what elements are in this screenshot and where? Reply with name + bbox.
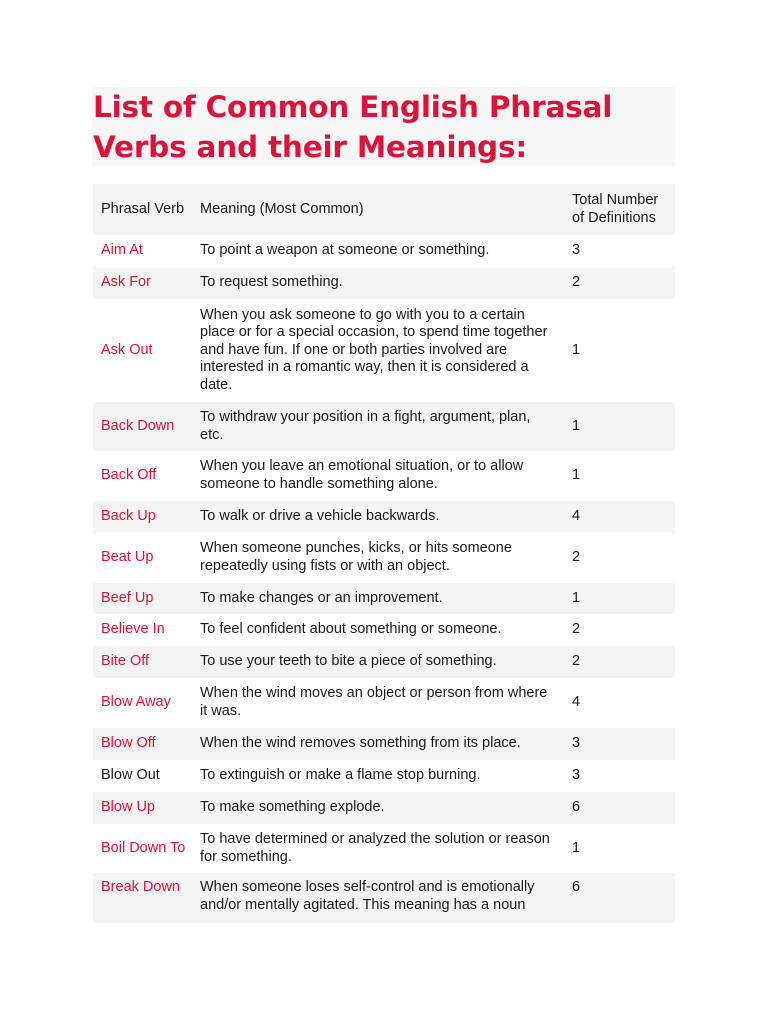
header-meaning: Meaning (Most Common) <box>200 200 364 217</box>
count-cell: 2 <box>572 274 581 291</box>
meaning-cell: When you ask someone to go with you to a certain place or for a special occasion, to spend time together and have fun. If one or both parties involved are interested in a romantic way, then it is considered a date. <box>200 306 548 393</box>
meaning-cell: When someone punches, kicks, or hits someone repeatedly using fists or with an object. <box>200 540 512 574</box>
verb-label: Blow Out <box>101 767 160 784</box>
table-row <box>93 583 675 614</box>
table-row <box>93 402 675 451</box>
table-row <box>93 678 675 728</box>
meaning-cell: To use your teeth to bite a piece of something. <box>200 653 497 670</box>
meaning-cell: To feel confident about something or someone. <box>200 621 502 638</box>
count-cell: 6 <box>572 879 581 895</box>
count-cell: 1 <box>572 589 581 606</box>
verb-link[interactable]: Bite Off <box>101 653 150 670</box>
meaning-cell: To walk or drive a vehicle backwards. <box>200 508 440 525</box>
meaning-cell: To make something explode. <box>200 799 385 816</box>
table-row <box>93 267 675 299</box>
verb-link[interactable]: Believe In <box>101 621 165 638</box>
count-cell: 1 <box>572 839 581 856</box>
count-cell: 3 <box>572 735 581 752</box>
count-cell: 2 <box>572 549 581 566</box>
verb-link[interactable]: Break Down <box>101 879 180 895</box>
count-cell: 1 <box>572 341 581 358</box>
table-row <box>93 792 675 824</box>
count-cell: 1 <box>572 467 581 484</box>
meaning-cell: To have determined or analyzed the solution or reason for something. <box>200 830 550 865</box>
meaning-cell: When you leave an emotional situation, or to allow someone to handle something alone. <box>200 458 524 492</box>
table-row <box>93 646 675 678</box>
meaning-cell: When the wind removes something from its place. <box>200 735 521 752</box>
table-row <box>93 235 675 267</box>
verb-link[interactable]: Boil Down To <box>101 839 186 856</box>
verb-link[interactable]: Aim At <box>101 242 143 259</box>
count-cell: 4 <box>572 508 581 525</box>
verb-link[interactable]: Beef Up <box>101 589 154 606</box>
table-row <box>93 451 675 501</box>
verb-link[interactable]: Ask For <box>101 274 151 291</box>
header-count: Total Number of Definitions <box>572 191 659 226</box>
verb-link[interactable]: Ask Out <box>101 341 153 358</box>
count-cell: 1 <box>572 417 581 434</box>
header-verb: Phrasal Verb <box>101 200 185 217</box>
table-row <box>93 501 675 533</box>
meaning-cell: When the wind moves an object or person from where it was. <box>200 685 548 719</box>
count-cell: 4 <box>572 694 581 711</box>
verb-link[interactable]: Back Down <box>101 417 175 434</box>
verb-link[interactable]: Blow Up <box>101 799 155 816</box>
table-header-row <box>93 184 675 235</box>
meaning-cell: To extinguish or make a flame stop burning. <box>200 767 481 784</box>
count-cell: 2 <box>572 621 581 638</box>
verb-link[interactable]: Blow Away <box>101 694 171 711</box>
table-row <box>93 533 675 583</box>
table-row <box>93 728 675 760</box>
phrasal-verbs-table <box>93 184 675 923</box>
table-row <box>93 299 675 402</box>
count-cell: 6 <box>572 799 581 816</box>
table-row <box>93 760 675 792</box>
table-row <box>93 614 675 646</box>
meaning-cell: When someone loses self-control and is emotionally and/or mentally agitated. This meaning has a noun <box>200 879 535 913</box>
table-row <box>93 873 675 923</box>
page-title: List of Common English Phrasal Verbs and their Meanings: <box>93 90 613 164</box>
verb-link[interactable]: Back Up <box>101 508 156 525</box>
count-cell: 3 <box>572 242 581 259</box>
meaning-cell: To request something. <box>200 274 343 291</box>
verb-link[interactable]: Beat Up <box>101 549 154 566</box>
table-row <box>93 824 675 873</box>
title-box <box>92 87 675 166</box>
meaning-cell: To point a weapon at someone or something. <box>200 242 490 259</box>
verb-link[interactable]: Back Off <box>101 467 157 484</box>
verb-link[interactable]: Blow Off <box>101 735 156 752</box>
meaning-cell: To make changes or an improvement. <box>200 589 443 606</box>
count-cell: 3 <box>572 767 581 784</box>
meaning-cell: To withdraw your position in a fight, argument, plan, etc. <box>200 408 531 443</box>
count-cell: 2 <box>572 653 581 670</box>
